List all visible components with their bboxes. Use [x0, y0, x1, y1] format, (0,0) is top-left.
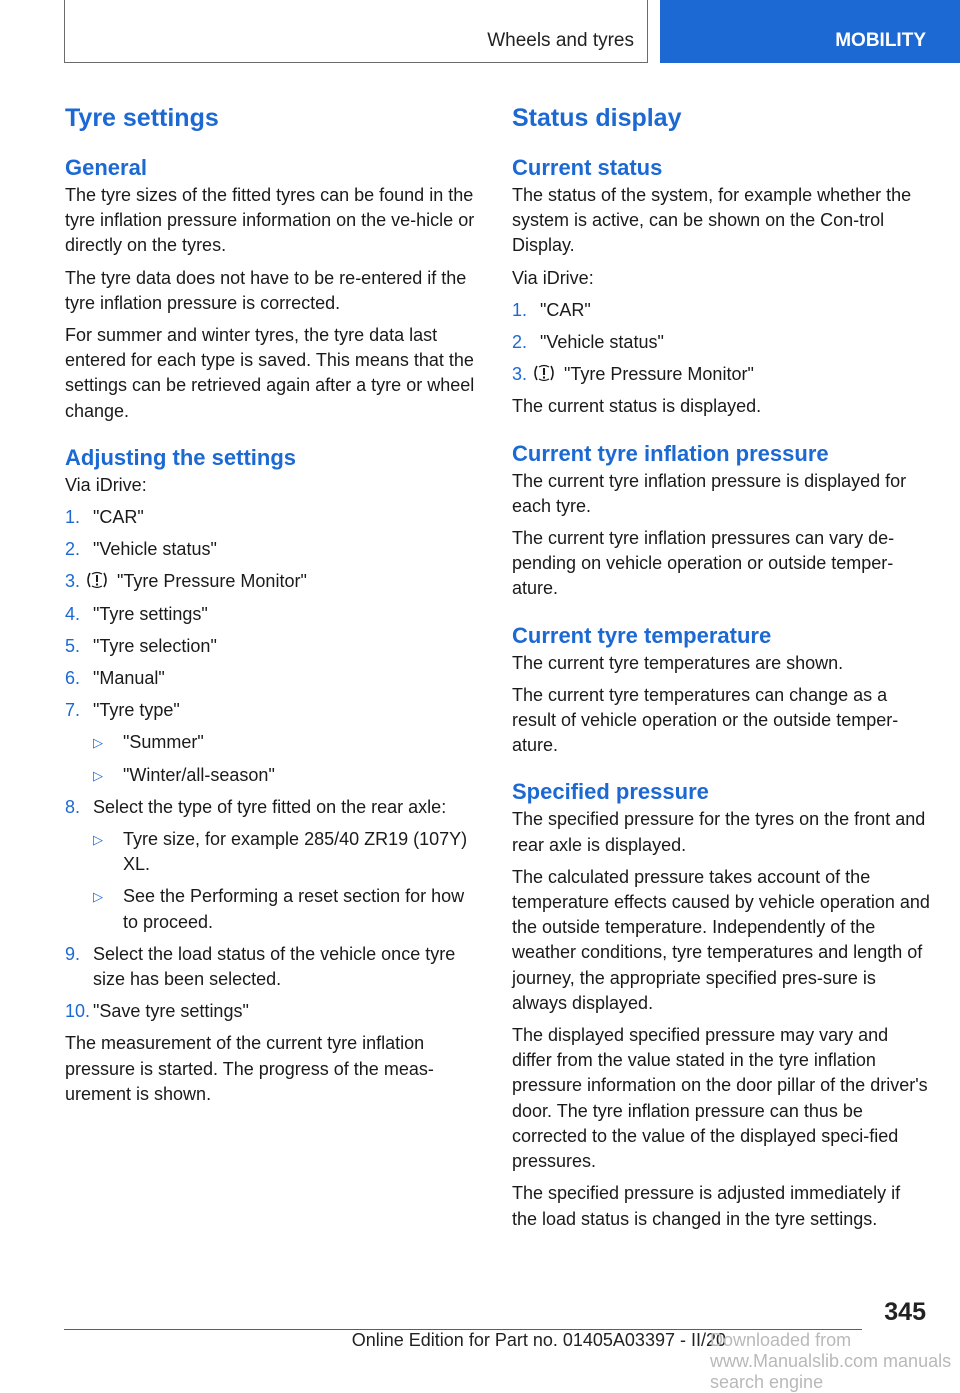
step-number: 5.	[65, 635, 81, 656]
step-text: "Tyre type"	[93, 700, 180, 721]
heading-adjusting-settings: Adjusting the settings	[65, 444, 296, 470]
list-item	[65, 999, 481, 1024]
step-number: 6.	[65, 668, 81, 689]
watermark-text[interactable]: Downloaded from www.Manualslib.com manuals search engine	[710, 1330, 952, 1392]
specified-paragraph-4: The specified pressure is adjusted immediately if the load status is changed in the tyre settings.	[512, 1183, 901, 1229]
specified-paragraph-2: The calculated pressure takes account of the temperature effects caused by vehicle operation and the outside temperature. Independently of the weather conditions, tyre temperatures and length of journey, the appropriate specified pres‐sure is always displayed.	[512, 866, 930, 1013]
current-status-steps-list	[512, 298, 930, 388]
list-item	[65, 795, 481, 935]
step-number: 1.	[512, 299, 528, 320]
list-item	[93, 884, 481, 934]
adjusting-intro: Via iDrive:	[65, 474, 147, 495]
adjusting-outro: The measurement of the current tyre inflation pressure is started. The progress of the meas‐urement is shown.	[65, 1033, 434, 1104]
current-status-result: The current status is displayed.	[512, 396, 762, 417]
step-text: "CAR"	[540, 299, 591, 320]
step-text: "Manual"	[93, 668, 165, 689]
general-paragraph-2: The tyre data does not have to be re-entered if the tyre inflation pressure is corrected.	[65, 267, 467, 313]
triangle-bullet-icon: ▷	[93, 767, 103, 783]
list-item	[65, 505, 481, 530]
list-item	[65, 698, 481, 788]
heading-current-inflation-pressure: Current tyre inflation pressure	[512, 440, 829, 466]
step-number: 7.	[65, 700, 81, 721]
specified-paragraph-1: The specified pressure for the tyres on the front and rear axle is displayed.	[512, 809, 926, 855]
left-column	[65, 100, 481, 1114]
sub-item-text: "Summer"	[123, 732, 204, 753]
step-text: "Tyre Pressure Monitor"	[564, 364, 754, 385]
step-number: 3.	[65, 571, 81, 592]
step-number: 10.	[65, 1001, 91, 1022]
adjusting-steps-list	[65, 505, 481, 1024]
list-item	[65, 569, 481, 594]
step-number: 9.	[65, 943, 81, 964]
step-number: 2.	[65, 539, 81, 560]
triangle-bullet-icon: ▷	[93, 889, 103, 905]
inflation-paragraph-1: The current tyre inflation pressure is displayed for each tyre.	[512, 470, 907, 516]
triangle-bullet-icon: ▷	[93, 735, 103, 751]
step-text: "Vehicle status"	[93, 539, 217, 560]
section-title-tyre-settings: Tyre settings	[65, 104, 219, 132]
general-paragraph-1: The tyre sizes of the fitted tyres can be found in the tyre inflation pressure information on the ve‐hicle or directly on the tyres.	[65, 185, 475, 256]
general-paragraph-3: For summer and winter tyres, the tyre data last entered for each type is saved. This means that the settings can be retrieved again after a tyre or wheel change.	[65, 325, 475, 421]
list-item	[512, 298, 930, 323]
heading-general: General	[65, 155, 147, 180]
step-text: Select the type of tyre fitted on the rear axle:	[93, 796, 447, 817]
specified-paragraph-3: The displayed specified pressure may vary and differ from the value stated in the tyre inflation pressure information on the door pillar of the driver's door. The tyre inflation pressure can thus be corrected to the value of the displayed speci‐fied pressures.	[512, 1025, 928, 1172]
heading-specified-pressure: Specified pressure	[512, 779, 709, 805]
list-item	[93, 763, 481, 788]
tyre-type-options	[93, 730, 481, 787]
current-status-paragraph: The status of the system, for example whether the system is active, can be shown on the Con‐trol Display.	[512, 185, 912, 256]
heading-current-status: Current status	[512, 155, 663, 180]
list-item	[65, 666, 481, 691]
step-text: "Tyre settings"	[93, 603, 208, 624]
tyre-pressure-warning-icon	[532, 363, 556, 383]
header-chapter-tab[interactable]: MOBILITY	[660, 0, 960, 63]
list-item	[65, 602, 481, 627]
triangle-bullet-icon: ▷	[93, 832, 103, 848]
list-item	[512, 362, 930, 387]
list-item	[65, 634, 481, 659]
list-item	[65, 942, 481, 992]
sub-item-text: "Winter/all-season"	[123, 764, 275, 785]
list-item	[93, 730, 481, 755]
step-number: 4.	[65, 603, 81, 624]
section-title-status-display: Status display	[512, 104, 682, 132]
inflation-paragraph-2: The current tyre inflation pressures can vary de‐pending on vehicle operation or outside temper‐ature.	[512, 528, 895, 599]
current-status-intro: Via iDrive:	[512, 267, 594, 288]
step-text: "Tyre Pressure Monitor"	[117, 571, 307, 592]
header-section-title: Wheels and tyres	[487, 30, 634, 51]
list-item	[93, 827, 481, 877]
step-text: "Save tyre settings"	[93, 1001, 249, 1022]
step-text: "Vehicle status"	[540, 332, 664, 353]
temperature-paragraph-1: The current tyre temperatures are shown.	[512, 652, 844, 673]
step-text: "CAR"	[93, 507, 144, 528]
tyre-pressure-warning-icon	[85, 570, 109, 590]
step-text: "Tyre selection"	[93, 635, 217, 656]
step-number: 8.	[65, 796, 81, 817]
list-item	[65, 537, 481, 562]
step-number: 2.	[512, 332, 528, 353]
rear-axle-tyre-options	[93, 827, 481, 935]
list-item	[512, 330, 930, 355]
right-column	[512, 100, 930, 1239]
sub-item-text: See the Performing a reset section for how to proceed.	[123, 886, 465, 932]
sub-item-text: Tyre size, for example 285/40 ZR19 (107Y) XL.	[123, 829, 468, 875]
step-text: Select the load status of the vehicle once tyre size has been selected.	[93, 943, 456, 990]
heading-current-tyre-temperature: Current tyre temperature	[512, 622, 772, 648]
edition-text: Online Edition for Part no. 01405A03397 - II/20	[351, 1330, 726, 1350]
temperature-paragraph-2: The current tyre temperatures can change as a result of vehicle operation or the outside temper‐ature.	[512, 684, 899, 756]
step-number: 3.	[512, 364, 528, 385]
page-number: 345	[884, 1298, 926, 1326]
step-number: 1.	[65, 507, 81, 528]
